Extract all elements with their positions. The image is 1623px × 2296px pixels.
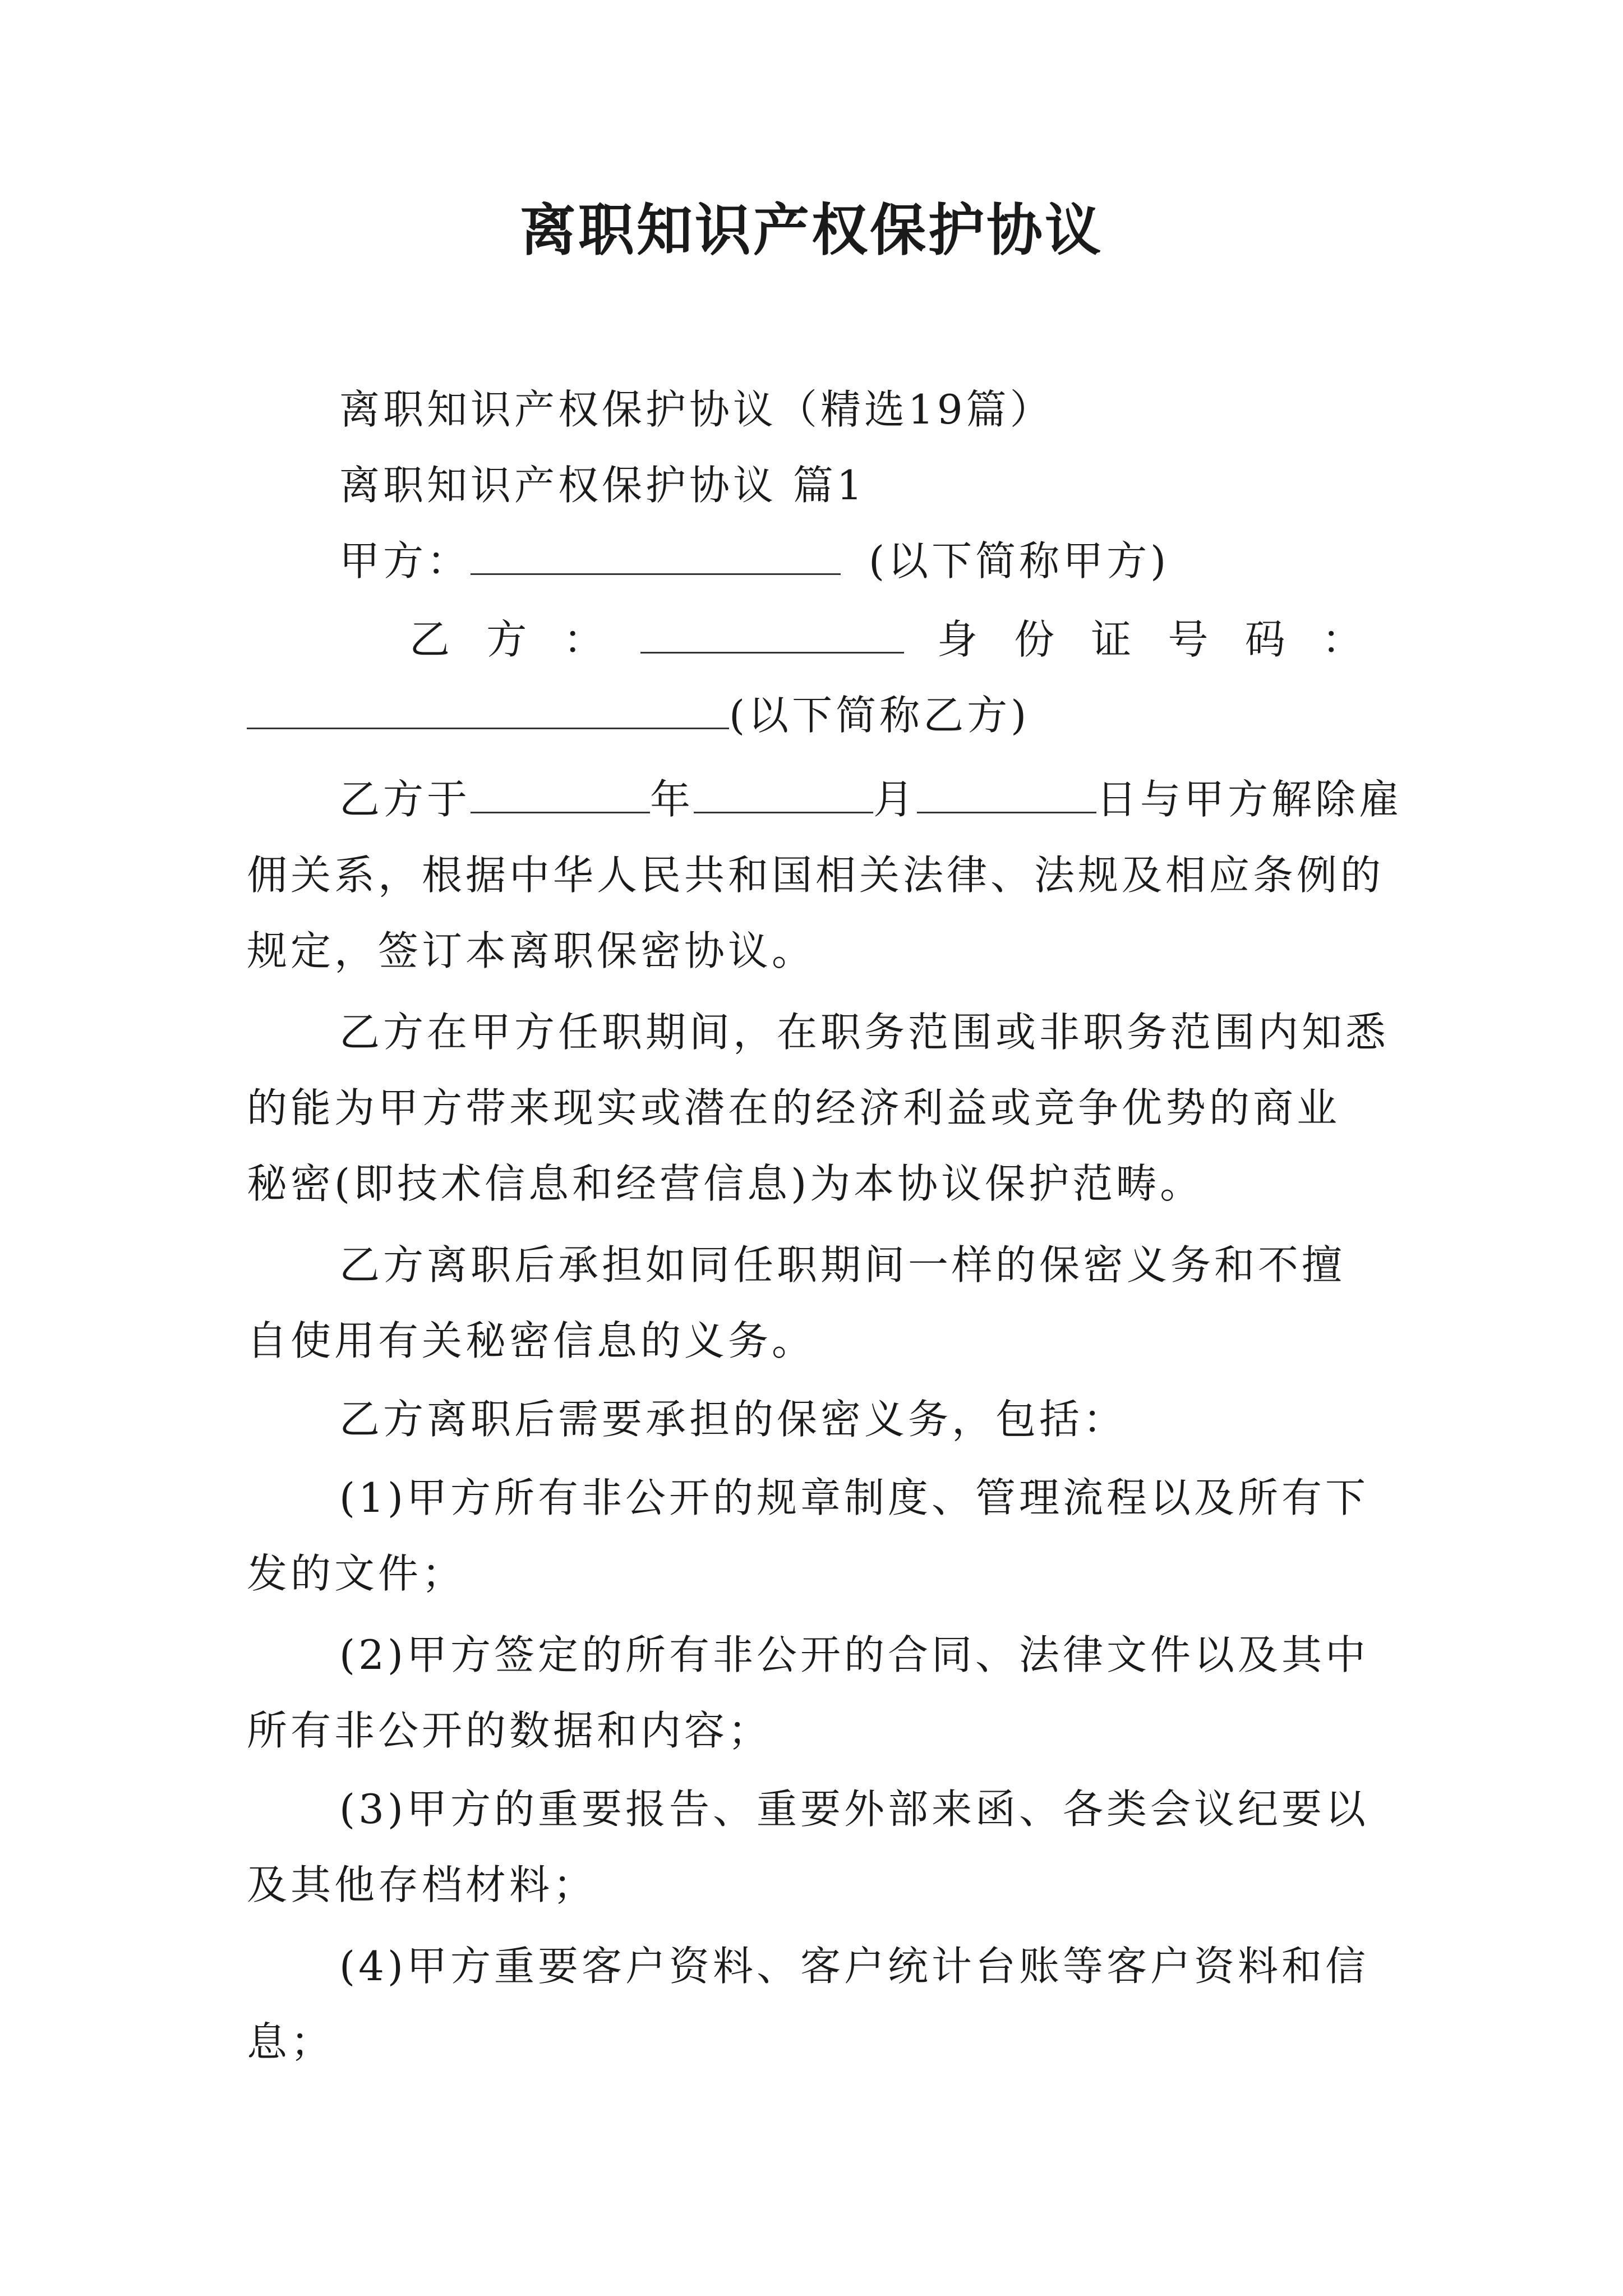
party-b-char: 证 <box>1091 616 1135 663</box>
p1-text: 年 <box>650 776 694 823</box>
party-b-char: 乙 <box>409 616 454 663</box>
item-1-line2: 发的文件； <box>247 1550 466 1597</box>
party-a-suffix: (以下简称甲方) <box>869 537 1170 585</box>
item-3-line1: (3)甲方的重要报告、重要外部来函、各类会议纪要以 <box>339 1786 1369 1833</box>
document-title: 离职知识产权保护协议 <box>520 197 1103 263</box>
party-b-blank <box>640 613 904 654</box>
party-b-char: ： <box>1321 616 1366 663</box>
p2-line2: 的能为甲方带来现实或潜在的经济利益或竞争优势的商业 <box>247 1084 1341 1131</box>
document-subtitle: 离职知识产权保护协议（精选19篇） <box>339 386 1054 433</box>
party-b-id-blank <box>247 688 729 729</box>
p1-line3: 规定，签订本离职保密协议。 <box>247 927 816 974</box>
party-b-char: 份 <box>1014 616 1058 663</box>
item-1-line1: (1)甲方所有非公开的规章制度、管理流程以及所有下 <box>339 1474 1369 1521</box>
party-b-char: 号 <box>1168 616 1212 663</box>
item-2-line1: (2)甲方签定的所有非公开的合同、法律文件以及其中 <box>339 1631 1369 1678</box>
party-a-blank <box>471 534 841 575</box>
party-b-char: ： <box>563 616 607 663</box>
month-blank <box>694 772 873 813</box>
party-b-suffix: (以下简称乙方) <box>729 692 1030 739</box>
p1-text: 月 <box>873 776 917 823</box>
item-3-line2: 及其他存档材料； <box>247 1861 597 1908</box>
party-a-label: 甲方： <box>339 537 471 585</box>
item-4-line2: 息； <box>247 2018 335 2065</box>
p1-text: 日与甲方解除雇 <box>1096 776 1403 823</box>
party-b-line <box>409 611 1366 668</box>
section-heading: 离职知识产权保护协议 篇1 <box>339 462 866 509</box>
party-b-id-line <box>247 687 1396 743</box>
p1-line2: 佣关系，根据中华人民共和国相关法律、法规及相应条例的 <box>247 852 1385 899</box>
party-b-char: 方 <box>486 616 531 663</box>
p4-line1: 乙方离职后需要承担的保密义务，包括： <box>339 1396 1127 1443</box>
party-b-char: 身 <box>937 616 981 663</box>
party-b-char: 码 <box>1244 616 1289 663</box>
p2-line1: 乙方在甲方任职期间，在职务范围或非职务范围内知悉 <box>339 1009 1390 1056</box>
p1-line1 <box>339 771 1403 827</box>
year-blank <box>471 772 650 813</box>
item-2-line2: 所有非公开的数据和内容； <box>247 1707 772 1754</box>
item-4-line1: (4)甲方重要客户资料、客户统计台账等客户资料和信 <box>339 1943 1369 1990</box>
day-blank <box>917 772 1096 813</box>
p3-line2: 自使用有关秘密信息的义务。 <box>247 1317 816 1364</box>
p2-line3: 秘密(即技术信息和经营信息)为本协议保护范畴。 <box>247 1160 1204 1207</box>
party-a-line <box>339 533 1396 589</box>
p1-text: 乙方于 <box>339 776 471 823</box>
p3-line1: 乙方离职后承担如同任职期间一样的保密义务和不擅 <box>339 1241 1346 1289</box>
